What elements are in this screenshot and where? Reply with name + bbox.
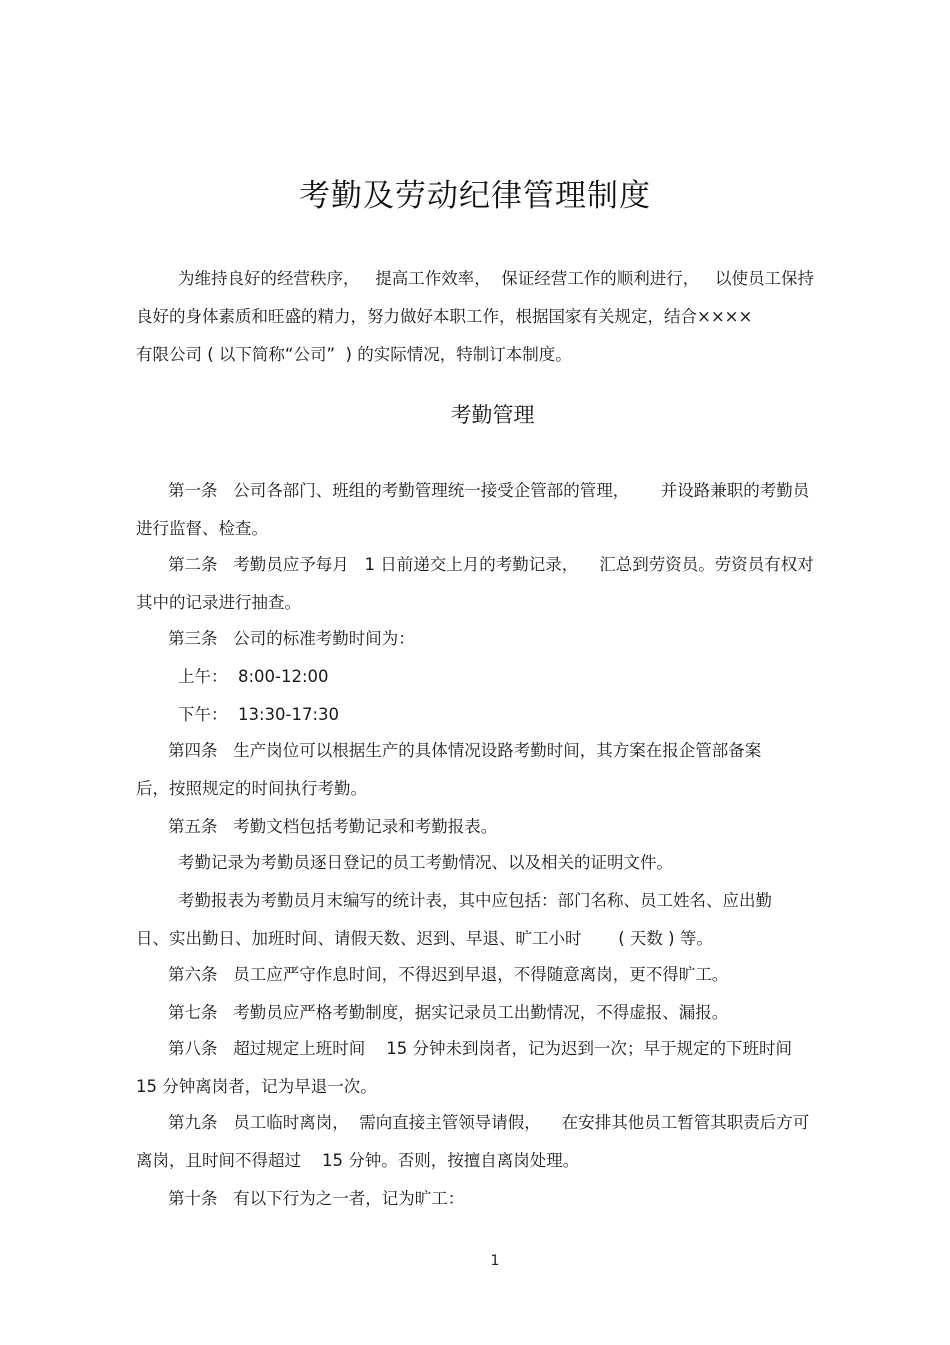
section-heading-attendance: 考勤管理 [450,403,535,427]
article-5-line-3: 考勤报表为考勤员月末编写的统计表，其中应包括：部门名称、员工姓名、应出勤 [178,891,772,910]
article-4-line-2: 后，按照规定的时间执行考勤。 [136,779,367,798]
page-number: 1 [490,1253,500,1269]
article-7-line-1: 第七条 考勤员应严格考勤制度，据实记录员工出勤情况，不得虚报、漏报。 [168,1003,729,1022]
intro-line-1: 为维持良好的经营秩序， 提高工作效率， 保证经营工作的顺利进行， 以使员工保持 [178,269,814,288]
article-3-afternoon-hours: 下午： 13:30-17:30 [178,705,340,724]
article-10-line-1: 第十条 有以下行为之一者，记为旷工： [168,1189,465,1208]
article-6-line-1: 第六条 员工应严守作息时间，不得迟到早退，不得随意离岗，更不得旷工。 [168,965,729,984]
intro-line-3: 有限公司 ( 以下简称“公司” ) 的实际情况，特制订本制度。 [136,345,572,364]
article-1-line-2: 进行监督、检查。 [136,519,268,538]
article-5-line-4: 日、实出勤日、加班时间、请假天数、迟到、早退、旷工小时 ( 天数 ) 等。 [136,929,713,948]
article-5-line-2: 考勤记录为考勤员逐日登记的员工考勤情况、以及相关的证明文件。 [178,853,673,872]
article-8-line-1: 第八条 超过规定上班时间 15 分钟未到岗者，记为迟到一次；早于规定的下班时间 [168,1039,792,1058]
article-8-line-2: 15 分钟离岗者，记为早退一次。 [136,1077,377,1096]
article-2-line-1: 第二条 考勤员应予每月 1 日前递交上月的考勤记录， 汇总到劳资员。劳资员有权对 [168,555,814,574]
article-4-line-1: 第四条 生产岗位可以根据生产的具体情况设路考勤时间，其方案在报企管部备案 [168,741,762,760]
article-9-line-2: 离岗，且时间不得超过 15 分钟。否则，按擅自离岗处理。 [136,1151,580,1170]
intro-line-2: 良好的身体素质和旺盛的精力，努力做好本职工作，根据国家有关规定，结合×××× [136,307,753,326]
article-2-line-2: 其中的记录进行抽查。 [136,593,301,612]
article-9-line-1: 第九条 员工临时离岗， 需向直接主管领导请假， 在安排其他员工暂管其职责后方可 [168,1113,810,1132]
article-5-line-1: 第五条 考勤文档包括考勤记录和考勤报表。 [168,817,498,836]
article-3-line-1: 第三条 公司的标准考勤时间为： [168,629,415,648]
article-3-morning-hours: 上午： 8:00-12:00 [178,667,329,686]
document-title: 考勤及劳动纪律管理制度 [299,178,651,214]
article-1-line-1: 第一条 公司各部门、班组的考勤管理统一接受企管部的管理， 并设路兼职的考勤员 [168,481,810,500]
